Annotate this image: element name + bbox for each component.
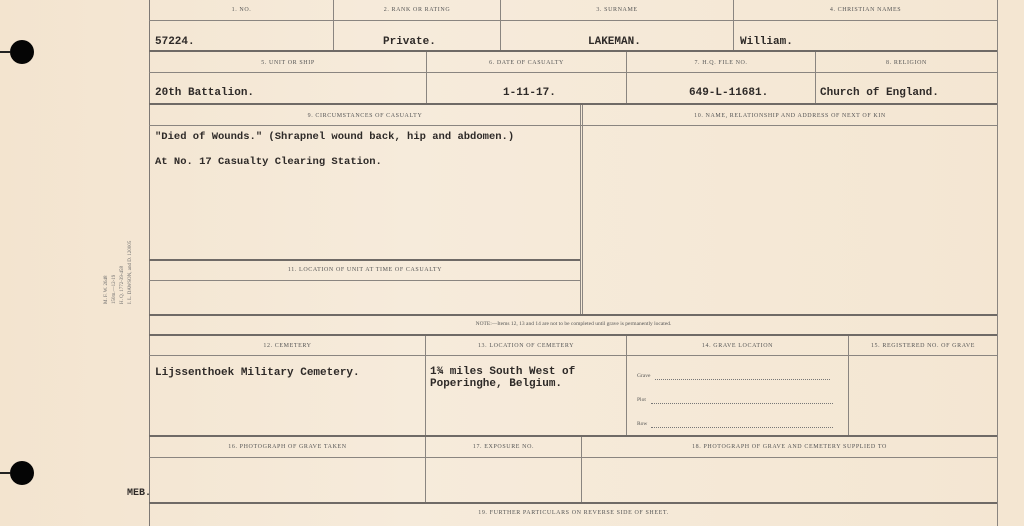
header-hq-file: 7. H.Q. FILE NO. (694, 60, 748, 66)
value-date: 1-11-17. (503, 87, 556, 99)
label-row: Row (637, 421, 648, 427)
value-no: 57224. (155, 36, 195, 48)
header-photo-supplied: 18. PHOTOGRAPH OF GRAVE AND CEMETERY SUPPLIED TO (692, 444, 887, 450)
header-exposure: 17. EXPOSURE NO. (472, 444, 535, 450)
stamp-initials: MEB. (127, 488, 152, 499)
value-circumstances-line2: At No. 17 Casualty Clearing Station. (155, 156, 382, 168)
header-unit: 5. UNIT OR SHIP (261, 60, 315, 66)
header-christian-names: 4. CHRISTIAN NAMES (829, 7, 902, 13)
header-date: 6. DATE OF CASUALTY (489, 60, 564, 66)
header-no: 1. NO. (231, 7, 252, 13)
header-grave-location: 14. GRAVE LOCATION (701, 343, 774, 349)
value-circumstances-line1: "Died of Wounds." (Shrapnel wound back, hip and abdomen.) (155, 131, 515, 143)
header-religion: 8. RELIGION (886, 60, 927, 66)
header-rank: 2. RANK OR RATING (383, 7, 451, 13)
value-cemetery-location-line2: Poperinghe, Belgium. (430, 378, 563, 390)
header-cemetery: 12. CEMETERY (263, 343, 312, 349)
header-registered-no: 15. REGISTERED NO. OF GRAVE (870, 343, 976, 349)
value-religion: Church of England. (820, 87, 939, 99)
header-circumstances: 9. CIRCUMSTANCES OF CASUALTY (307, 113, 423, 119)
header-location-of-unit: 11. LOCATION OF UNIT AT TIME OF CASUALTY (287, 267, 443, 273)
value-unit: 20th Battalion. (155, 87, 255, 99)
header-next-of-kin: 10. NAME, RELATIONSHIP AND ADDRESS OF NEXT OF KIN (694, 113, 886, 119)
header-photo-taken: 16. PHOTOGRAPH OF GRAVE TAKEN (228, 444, 347, 450)
value-cemetery: Lijssenthoek Military Cemetery. (155, 367, 360, 379)
label-grave: Grave (637, 373, 651, 379)
punch-hole-top (10, 40, 34, 64)
value-cemetery-location-line1: 1¾ miles South West of (430, 366, 576, 378)
value-christian-names: William. (740, 36, 793, 48)
value-surname: LAKEMAN. (588, 36, 641, 48)
header-surname: 3. SURNAME (596, 7, 638, 13)
printer-imprint: M. F. W. 2648 150m.—12-19 H. Q. 1772-39-458 I. L. DAWSON, and D. 120005 (104, 240, 133, 304)
header-location-of-cemetery: 13. LOCATION OF CEMETERY (477, 343, 575, 349)
footer-further-particulars: 19. FURTHER PARTICULARS ON REVERSE SIDE OF SHEET. (478, 510, 669, 516)
value-rank: Private. (383, 36, 436, 48)
note-text: NOTE:—Items 12, 13 and 14 are not to be completed until grave is permanently located. (475, 321, 672, 327)
value-hq-file: 649-L-11681. (689, 87, 769, 99)
punch-hole-bottom (10, 461, 34, 485)
label-plot: Plot (637, 397, 646, 403)
